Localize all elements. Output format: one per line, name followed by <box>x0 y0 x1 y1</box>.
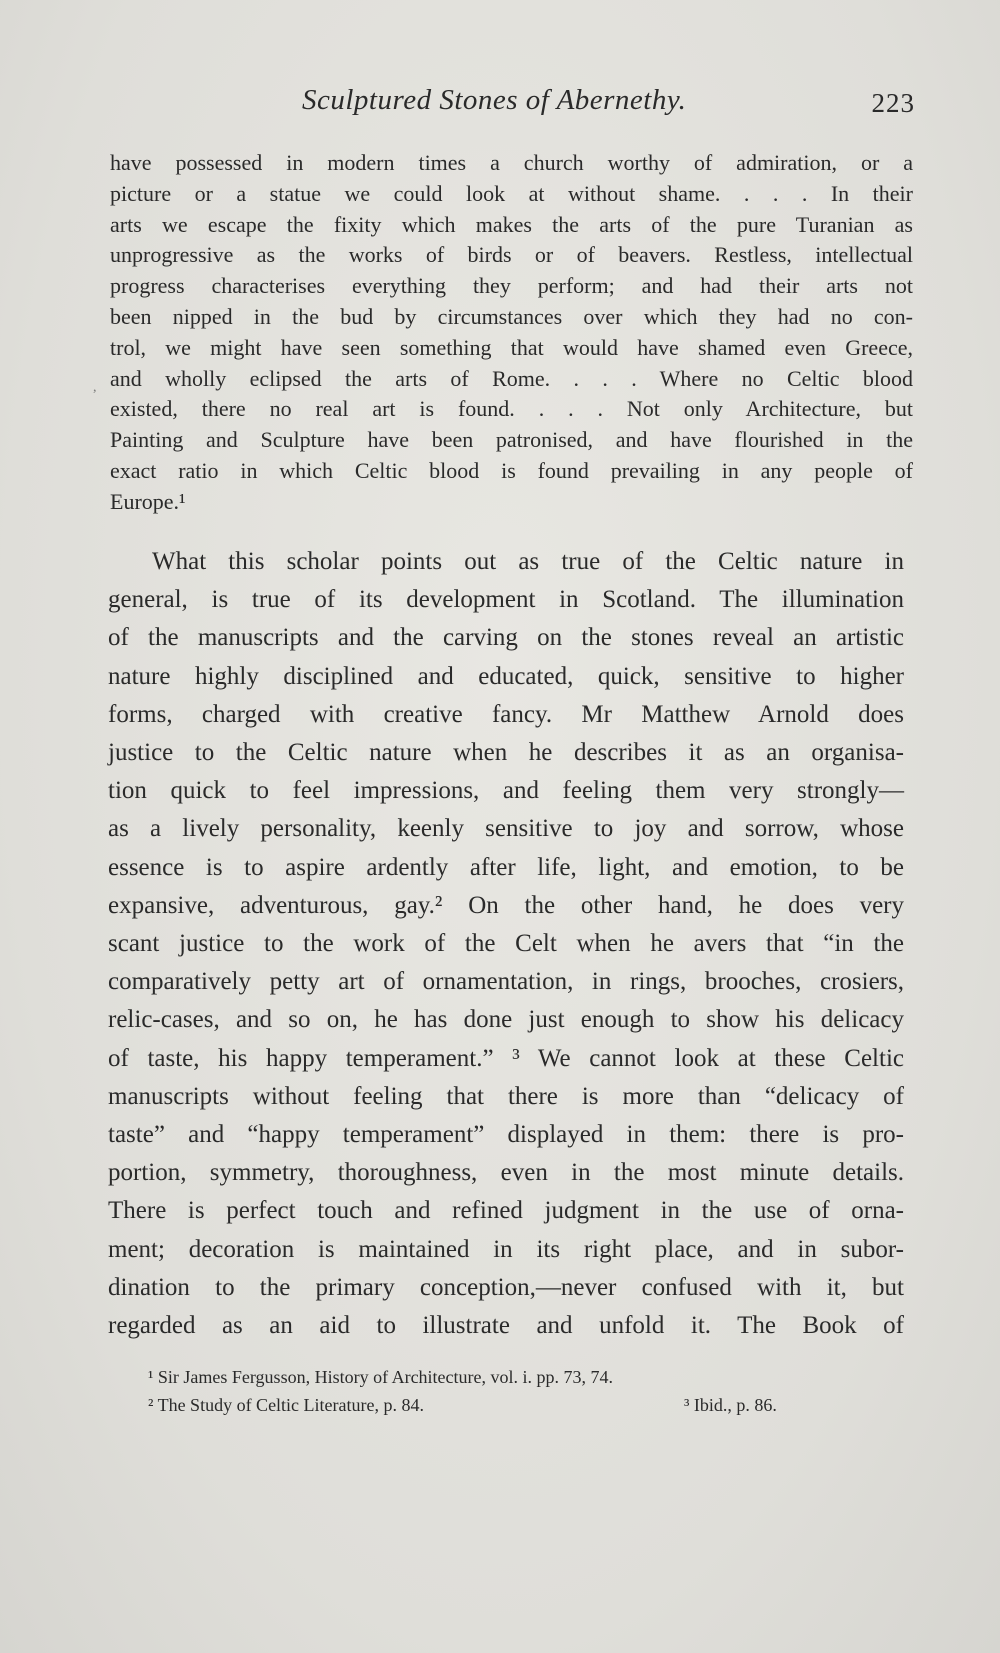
block-quote <box>110 148 913 518</box>
quote-line: Painting and Sculpture have been patronised, and have flourished in the <box>110 427 913 453</box>
body-line: portion, symmetry, thoroughness, even in the most minute details. <box>108 1159 904 1187</box>
footnote-1: ¹ Sir James Fergusson, History of Architecture, vol. i. pp. 73, 74. <box>148 1367 614 1387</box>
quote-line: arts we escape the fixity which makes the arts of the pure Turanian as <box>110 211 913 237</box>
quote-line: exact ratio in which Celtic blood is found prevailing in any people of <box>110 457 913 483</box>
body-line: taste” and “happy temperament” displayed in them: there is pro- <box>108 1121 904 1149</box>
footnote-3: ³ Ibid., p. 86. <box>684 1395 777 1415</box>
body-line: manuscripts without feeling that there is more than “delicacy of <box>108 1082 904 1110</box>
body-line: relic-cases, and so on, he has done just enough to show his delicacy <box>108 1006 904 1034</box>
quote-line: Europe.¹ <box>110 488 186 514</box>
footnote-row-2 <box>148 1391 828 1419</box>
body-line: forms, charged with creative fancy. Mr Matthew Arnold does <box>108 700 904 728</box>
body-line: tion quick to feel impressions, and feeling them very strongly— <box>108 777 904 805</box>
body-line: general, is true of its development in Scotland. The illumination <box>108 586 904 614</box>
body-line: expansive, adventurous, gay.² On the other hand, he does very <box>108 891 904 919</box>
quote-line: picture or a statue we could look at without shame. . . . In their <box>110 180 913 206</box>
quote-line: have possessed in modern times a church worthy of admiration, or a <box>110 150 913 175</box>
running-title: Sculptured Stones of Abernethy. <box>302 84 687 116</box>
page-header <box>110 84 915 134</box>
body-line: nature highly disciplined and educated, quick, sensitive to higher <box>108 662 904 690</box>
quote-line: unprogressive as the works of birds or of beavers. Restless, intellectual <box>110 242 913 268</box>
body-line: There is perfect touch and refined judgment in the use of orna- <box>108 1197 904 1225</box>
body-line: essence is to aspire ardently after life, light, and emotion, to be <box>108 853 904 881</box>
body-line: dination to the primary conception,—never confused with it, but <box>108 1273 904 1301</box>
quote-line: been nipped in the bud by circumstances over which they had no con- <box>110 303 913 329</box>
footnotes <box>148 1363 828 1419</box>
body-line: justice to the Celtic nature when he describes it as an organisa- <box>108 739 904 767</box>
page-number: 223 <box>871 88 915 118</box>
footnote-2: ² The Study of Celtic Literature, p. 84. <box>148 1395 425 1415</box>
body-line: regarded as an aid to illustrate and unfold it. The Book of <box>108 1312 904 1340</box>
body-line: scant justice to the work of the Celt when he avers that “in the <box>108 930 904 958</box>
quote-line: progress characterises everything they perform; and had their arts not <box>110 273 913 299</box>
margin-mark: , <box>93 380 97 395</box>
quote-line: existed, there no real art is found. . . . Not only Architecture, but <box>110 396 913 422</box>
body-paragraph <box>108 543 904 1345</box>
quote-line: trol, we might have seen something that would have shamed even Greece, <box>110 334 913 360</box>
body-line: of taste, his happy temperament.” ³ We cannot look at these Celtic <box>108 1044 904 1072</box>
quote-line: and wholly eclipsed the arts of Rome. . . . Where no Celtic blood <box>110 365 913 391</box>
body-line: of the manuscripts and the carving on the stones reveal an artistic <box>108 624 904 652</box>
body-line: comparatively petty art of ornamentation, in rings, brooches, crosiers, <box>108 968 904 996</box>
body-line: as a lively personality, keenly sensitive to joy and sorrow, whose <box>108 815 904 843</box>
body-line: ment; decoration is maintained in its right place, and in subor- <box>108 1235 904 1263</box>
body-line: What this scholar points out as true of the Celtic nature in <box>152 548 904 575</box>
